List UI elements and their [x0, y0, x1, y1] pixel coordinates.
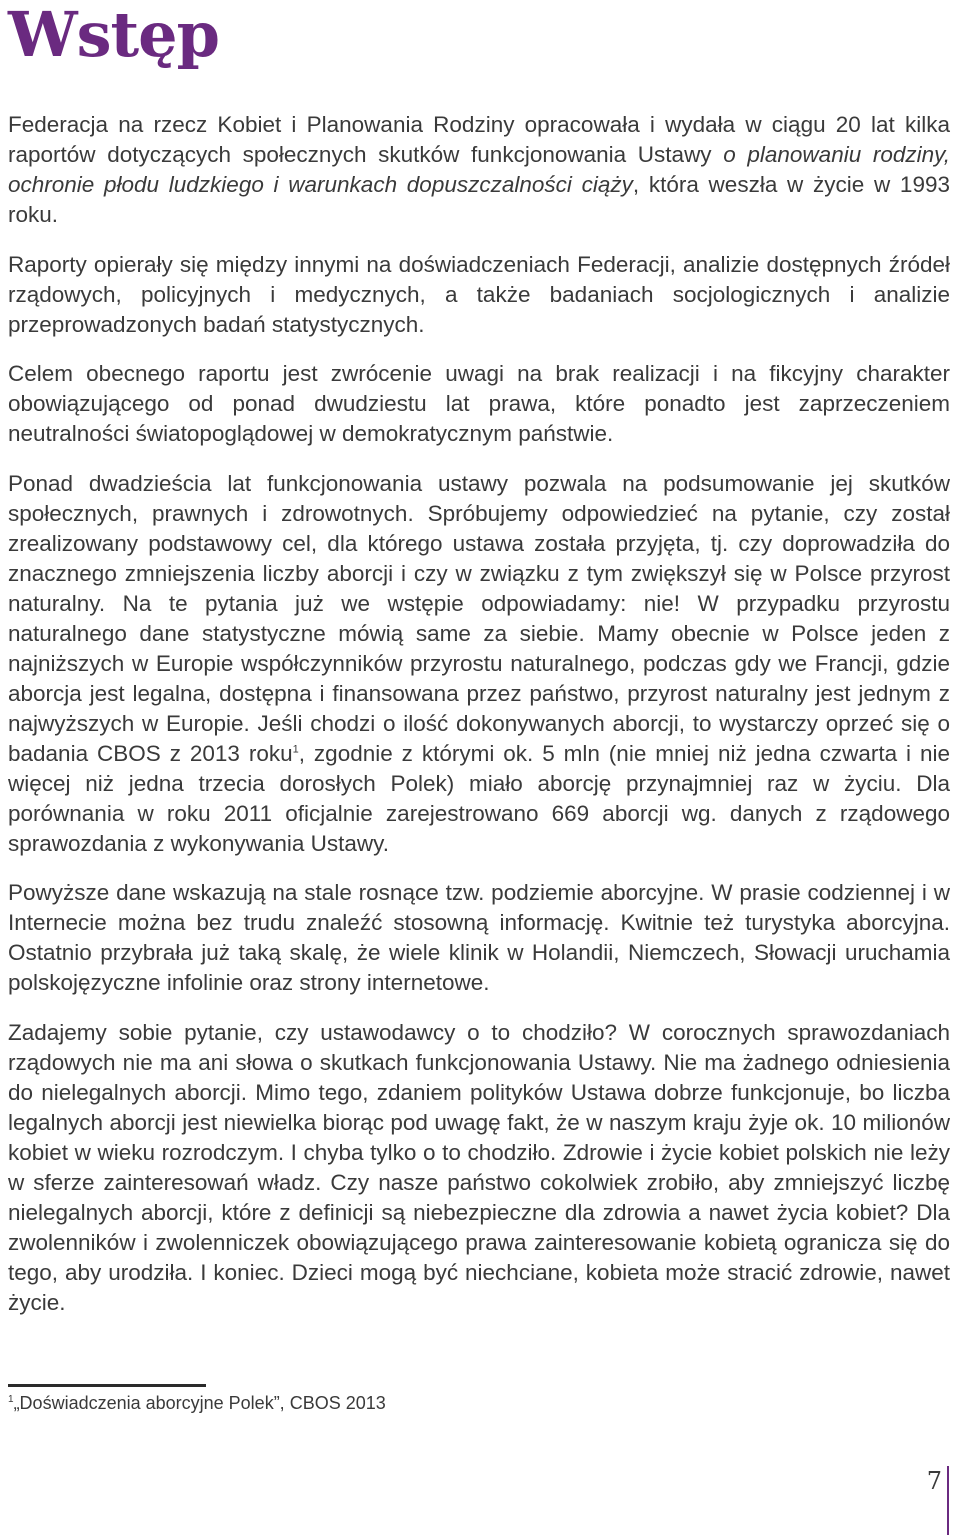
act-title-italic: o planowaniu rodziny, ochronie płodu ludzkiego i warunkach dopuszczalności ciąży [8, 142, 950, 197]
paragraph-6: Zadajemy sobie pytanie, czy ustawodawcy o to chodziło? W corocznych sprawozdaniach rządowych nie ma ani słowa o skutkach funkcjonowania Ustawy. Nie ma żadnego odniesienia do nielegalnych aborcji. Mimo tego, zdaniem polityków Ustawa dobrze funkcjonuje, bo liczba legalnych aborcji jest niewielka biorąc pod uwagę fakt, że w naszym kraju żyje ok. 10 milionów kobiet w wieku rozrodczym. I chyba tylko o to chodziło. Zdrowie i życie kobiet polskich nie leży w sferze zainteresowań władz. Czy nasze państwo cokolwiek zrobiło, aby zmniejszyć liczbę nielegalnych aborcji, które z definicji są niebezpieczne dla zdrowia a nawet życia kobiet? Dla zwolenników i zwolenniczek obowiązującego prawa zainteresowanie kobietą ogranicza się do tego, aby urodziła. I koniec. Dzieci mogą być niechciane, kobieta może stracić zdrowie, nawet życie. [8, 1019, 950, 1315]
paragraph-4-text: Ponad dwadzieścia lat funkcjonowania ustawy pozwala na podsumowanie jej skutków społecznych, prawnych i zdrowotnych. Spróbujemy odpowiedzieć na pytanie, czy został zrealizowany podstawowy cel, dla którego ustawa została przyjęta, tj. czy doprowadziła do znacznego zmniejszenia liczby aborcji i czy w związku z tym zwiększył się w Polsce przyrost naturalny. Na te pytania już we wstępie odpowiadamy: nie! W przypadku przyrostu naturalnego dane statystyczne mówią same za siebie. Mamy obecnie w Polsce jeden z najniższych w Europie współczynników przyrostu naturalnego, podczas gdy we Francji, gdzie aborcja jest legalna, dostępna i finansowana przez państwo, przyrost naturalny jest jednym z najwyższych w Europie. Jeśli chodzi o ilość dokonywanych aborcji, to wystarczy oprzeć się o badania CBOS z 2013 roku [8, 470, 950, 766]
page-edge-rule [947, 1466, 949, 1535]
paragraph-3: Celem obecnego raportu jest zwrócenie uwagi na brak realizacji i na fikcyjny charakter obowiązującego od ponad dwudziestu lat prawa, które ponadto jest zaprzeczeniem neutralności światopoglądowej w demokratycznym państwie. [8, 361, 950, 446]
footnote-reference[interactable]: 1 [292, 743, 299, 755]
page-number: 7 [926, 1467, 942, 1495]
paragraph-4 [8, 469, 950, 859]
page-title: Wstęp [8, 0, 219, 71]
paragraph-1-text: Federacja na rzecz Kobiet i Planowania Rodziny opracowała i wydała w ciągu 20 lat kilka raportów dotyczących społecznych skutków funkcjonowania Ustawy [8, 112, 950, 167]
paragraph-4-text-end: , zgodnie z którymi ok. 5 mln (nie mniej niż jedna czwarta i nie więcej niż jedna trzecia dorosłych Polek) miało aborcję przynajmniej raz w życiu. Dla porównania w roku 2011 oficjalnie zarejestrowano 669 aborcji wg. danych z rządowego sprawozdania z wykonywania Ustawy. [8, 740, 950, 856]
footnote-number: 1 [8, 1394, 14, 1405]
footnote [8, 1391, 386, 1415]
paragraph-5: Powyższe dane wskazują na stale rosnące tzw. podziemie aborcyjne. W prasie codziennej i w Internecie można bez trudu znaleźć stosowną informację. Kwitnie też turystyka aborcyjna. Ostatnio przybrała już taką skalę, że wiele klinik w Holandii, Niemczech, Słowacji uruchamia polskojęzyczne infolinie oraz strony internetowe. [8, 880, 950, 995]
paragraph-1 [8, 110, 950, 230]
paragraph-2: Raporty opierały się między innymi na doświadczeniach Federacji, analizie dostępnych źródeł rządowych, policyjnych i medycznych, a także badaniach socjologicznych i analizie przeprowadzonych badań statystycznych. [8, 251, 950, 337]
paragraph-1-text-end: , która weszła w życie w 1993 roku. [8, 172, 950, 227]
body-text [8, 110, 950, 1337]
footnote-text: „Doświadczenia aborcyjne Polek”, CBOS 2013 [13, 1393, 386, 1413]
footnote-divider [8, 1384, 206, 1387]
